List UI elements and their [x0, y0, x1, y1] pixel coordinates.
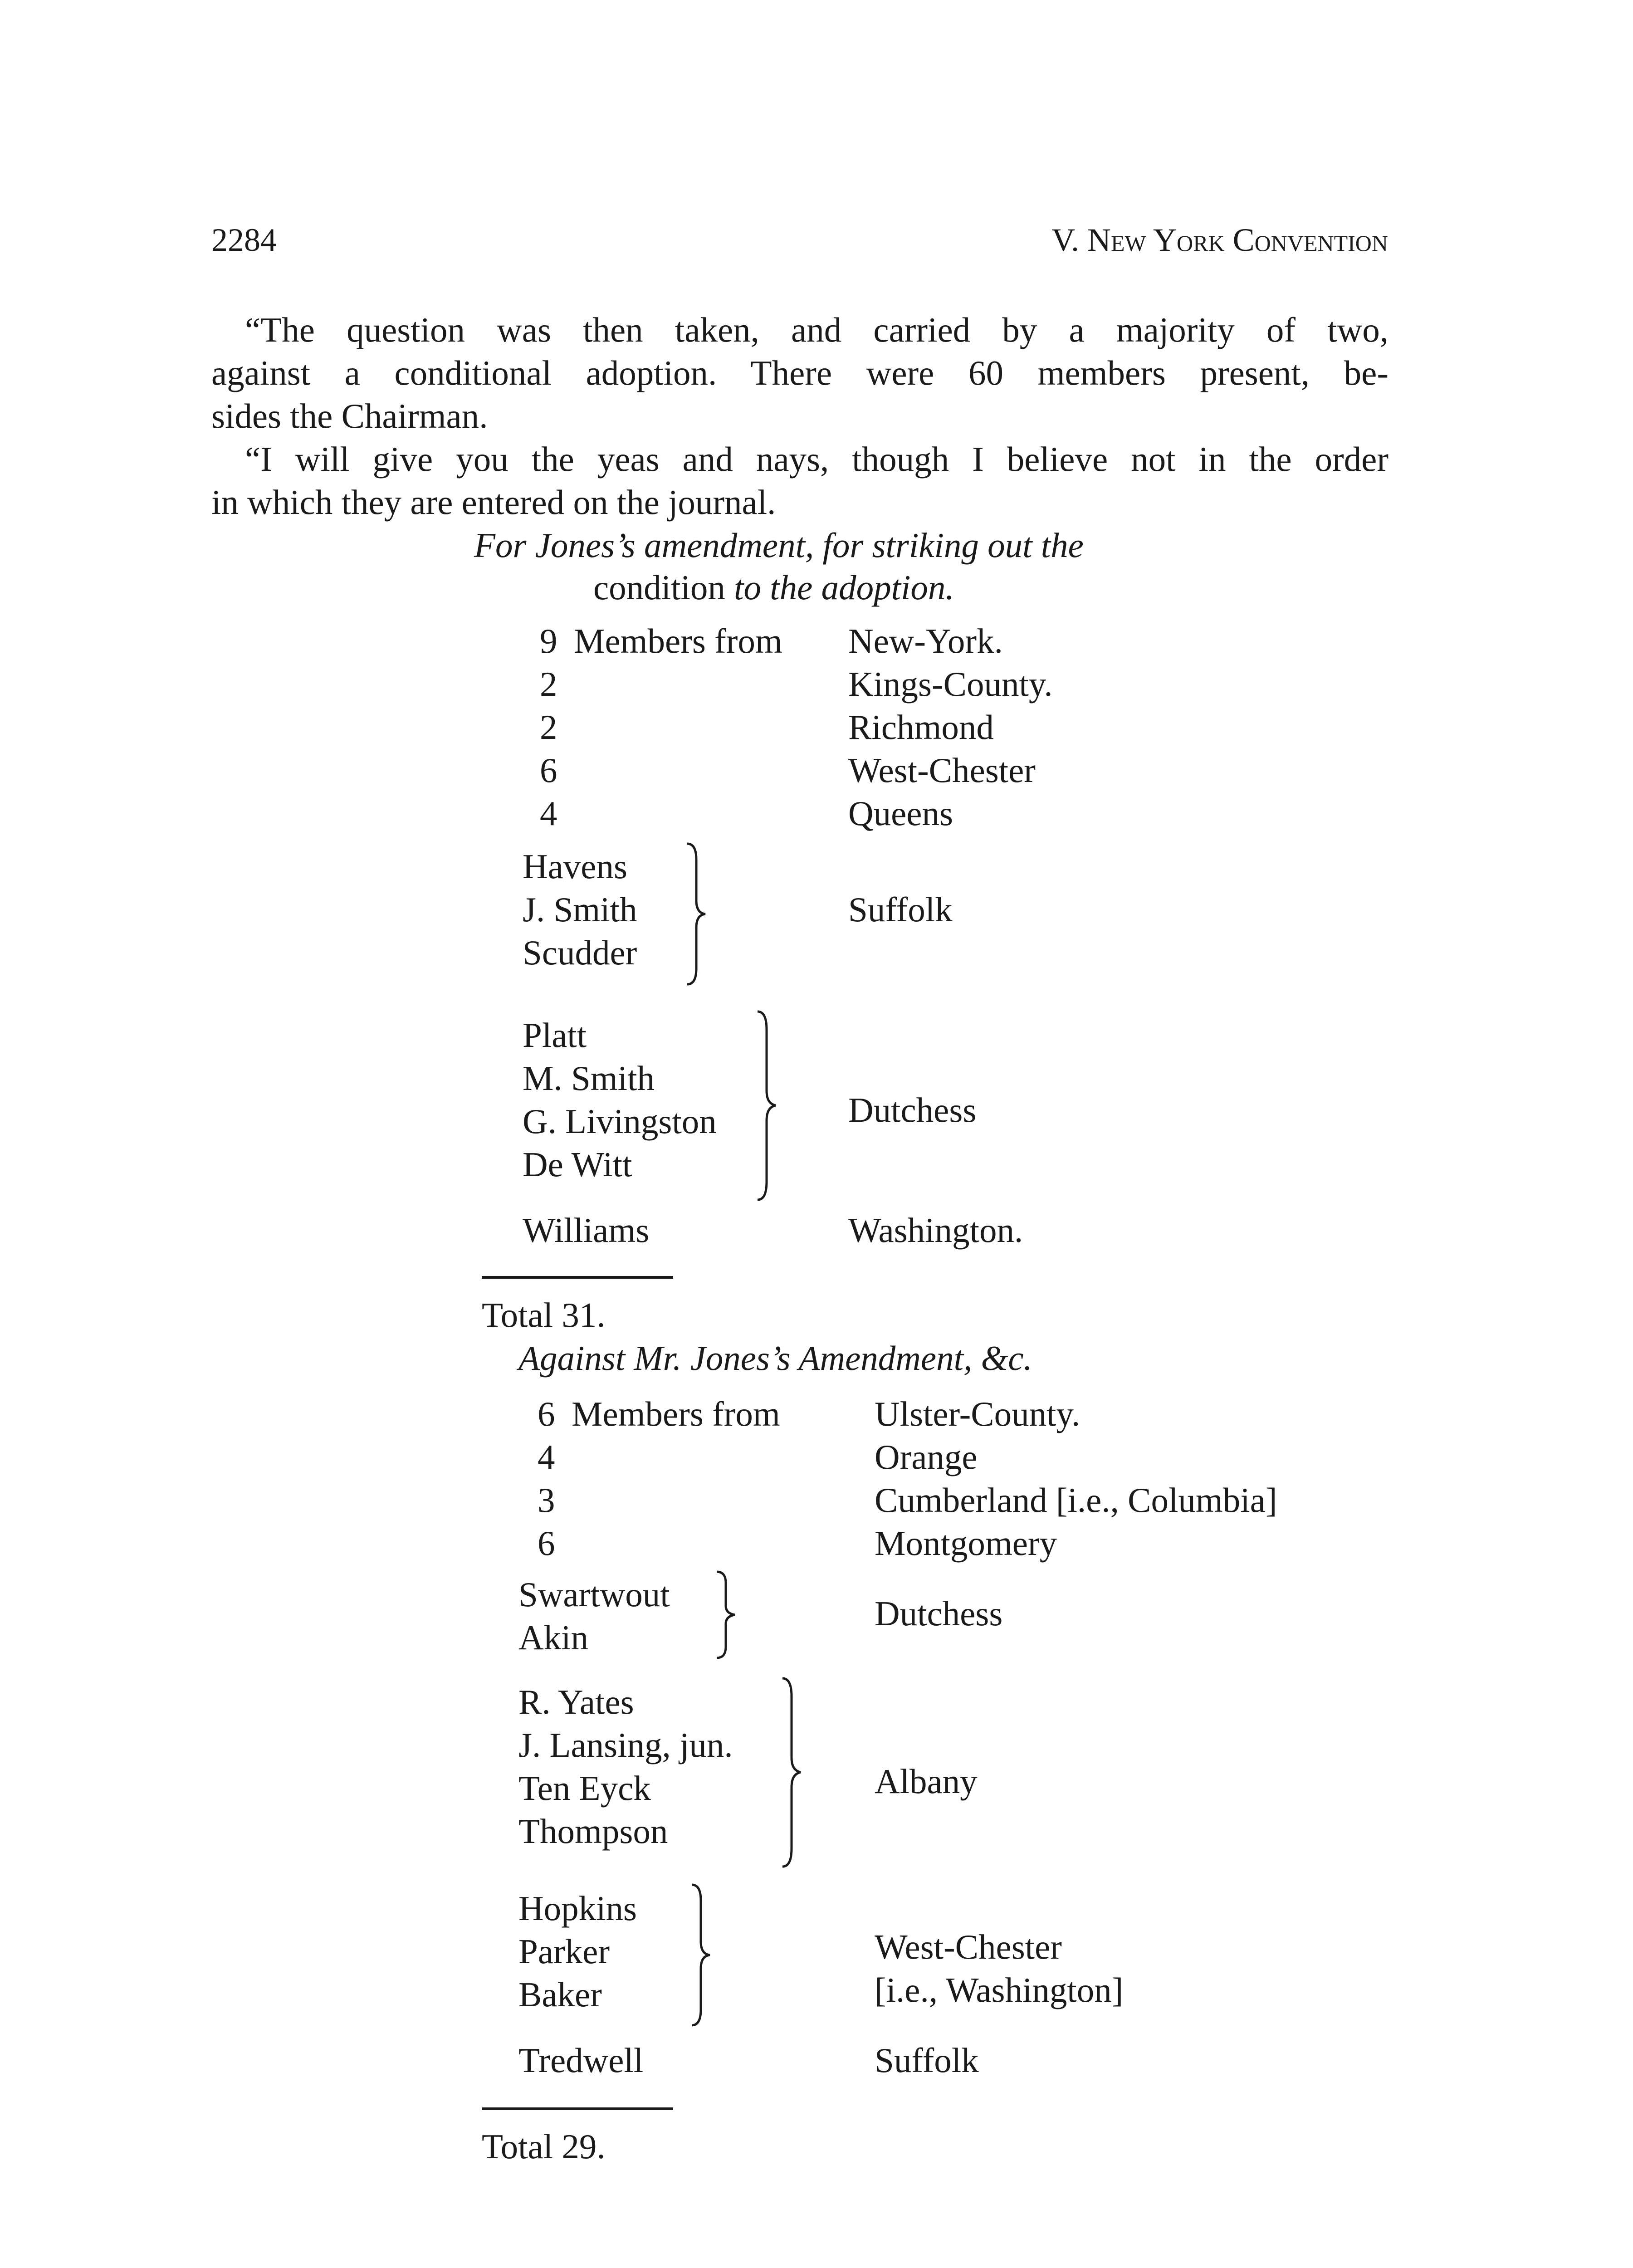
county-name: Richmond	[848, 708, 994, 747]
paragraph-line: in which they are entered on the journal.	[211, 483, 776, 522]
county-name: Ulster-County.	[875, 1394, 1081, 1433]
member-name: Havens	[523, 847, 627, 886]
count-number: 4	[540, 794, 557, 833]
county-name: West-Chester	[848, 751, 1036, 790]
county-name: Suffolk	[875, 2041, 979, 2080]
county-name: Orange	[875, 1437, 978, 1476]
county-name: Dutchess	[875, 1594, 1003, 1633]
paragraph-line: against a conditional adoption. There were 60 members present, be-	[211, 353, 1389, 392]
count-number: 2	[540, 708, 557, 747]
member-name: J. Smith	[523, 890, 637, 929]
count-number: 2	[540, 665, 557, 704]
count-label: Members from	[572, 1394, 780, 1433]
for-total: Total 31.	[482, 1295, 606, 1334]
count-label: Members from	[574, 621, 782, 660]
for-heading-line2	[593, 566, 954, 609]
member-name: Swartwout	[518, 1575, 670, 1614]
member-name: G. Livingston	[523, 1102, 717, 1141]
member-name: Baker	[518, 1975, 602, 2014]
paragraph-line: “The question was then taken, and carried by a majority of two,	[245, 310, 1389, 349]
county-name: West-Chester	[875, 1927, 1062, 1966]
member-name: Williams	[523, 1211, 650, 1250]
count-number: 4	[538, 1437, 555, 1476]
county-name: Suffolk	[848, 890, 953, 929]
page-number: 2284	[211, 222, 277, 258]
county-name: [i.e., Washington]	[875, 1970, 1124, 2009]
county-name: Albany	[875, 1762, 978, 1801]
for-heading-adoption: to the adoption.	[734, 568, 954, 607]
member-name: Scudder	[523, 933, 637, 972]
right-brace-icon	[755, 1009, 782, 1202]
count-number: 6	[540, 751, 557, 790]
member-name: Thompson	[518, 1812, 668, 1851]
right-brace-icon	[714, 1569, 742, 1660]
county-name: Montgomery	[875, 1524, 1057, 1563]
total-rule	[482, 2107, 673, 2110]
count-number: 9	[540, 621, 557, 660]
member-name: Parker	[518, 1932, 610, 1971]
member-name: R. Yates	[518, 1682, 634, 1721]
county-name: Cumberland [i.e., Columbia]	[875, 1481, 1277, 1520]
running-title: V. New York Convention	[1051, 222, 1388, 258]
county-name: New-York.	[848, 621, 1003, 660]
member-name: Tredwell	[518, 2041, 644, 2080]
count-number: 6	[538, 1524, 555, 1563]
against-total: Total 29.	[482, 2127, 606, 2166]
for-heading-line1: For Jones’s amendment, for striking out the	[474, 526, 1084, 565]
for-heading-condition: condition	[593, 568, 725, 607]
member-name: Platt	[523, 1016, 587, 1055]
right-brace-icon	[689, 1882, 717, 2028]
member-name: De Witt	[523, 1145, 632, 1184]
member-name: Ten Eyck	[518, 1769, 651, 1808]
count-number: 6	[538, 1394, 555, 1433]
right-brace-icon	[685, 841, 712, 987]
county-name: Queens	[848, 794, 953, 833]
paragraph-line: “I will give you the yeas and nays, though I believe not in the order	[245, 440, 1389, 479]
total-rule	[482, 1276, 673, 1279]
count-number: 3	[538, 1481, 555, 1520]
right-brace-icon	[780, 1676, 807, 1869]
member-name: Hopkins	[518, 1889, 637, 1928]
county-name: Washington.	[848, 1211, 1023, 1250]
member-name: Akin	[518, 1618, 588, 1657]
county-name: Kings-County.	[848, 665, 1053, 704]
county-name: Dutchess	[848, 1090, 977, 1129]
member-name: M. Smith	[523, 1059, 655, 1098]
paragraph-line: sides the Chairman.	[211, 396, 488, 435]
member-name: J. Lansing, jun.	[518, 1725, 733, 1765]
against-heading: Against Mr. Jones’s Amendment, &c.	[518, 1339, 1032, 1378]
